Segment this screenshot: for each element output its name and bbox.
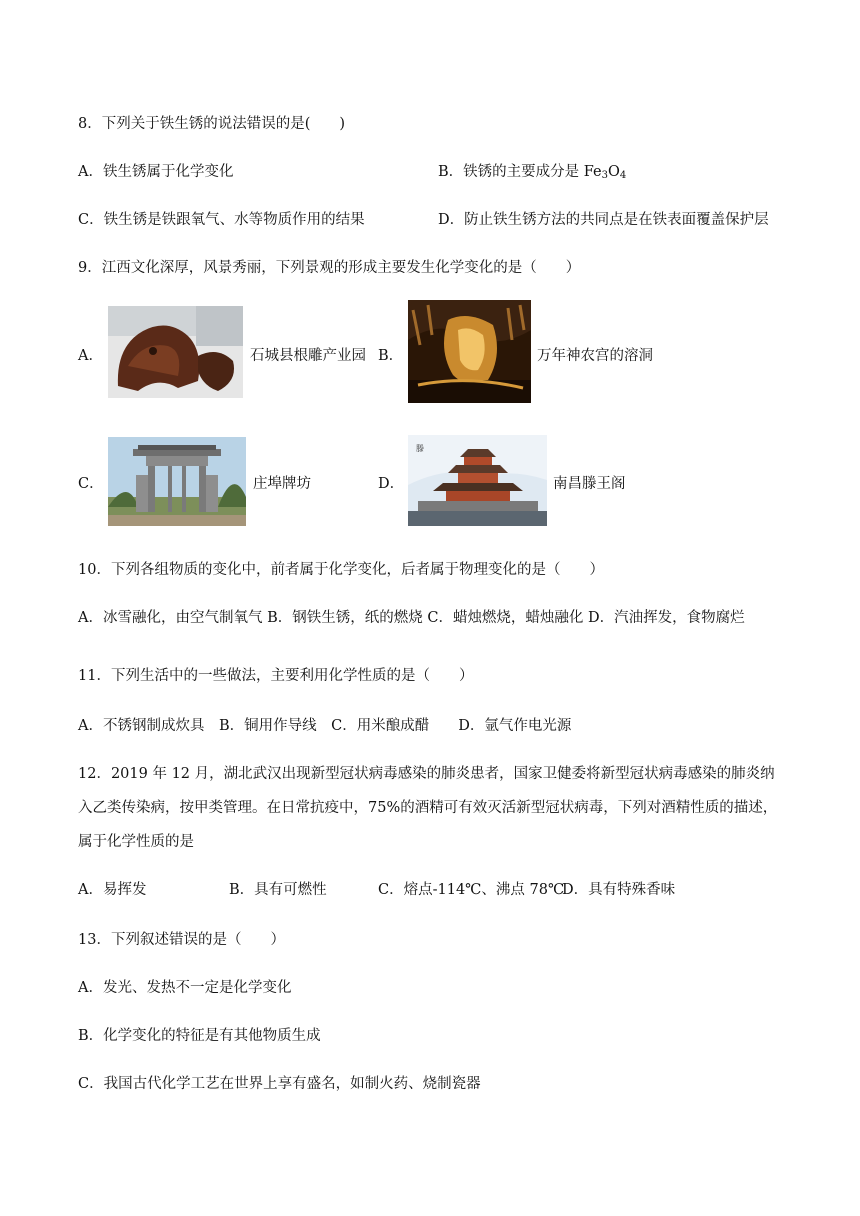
q9-option-d-text: 南昌滕王阁 <box>553 476 626 492</box>
q9-option-b-text: 万年神农宫的溶洞 <box>537 348 653 364</box>
q8-stem: 8．下列关于铁生锈的说法错误的是( ) <box>78 116 346 132</box>
q8-option-a: A．铁生锈属于化学变化 <box>78 164 234 180</box>
q12-option-d: D．具有特殊香味 <box>562 882 676 898</box>
q13-option-c: C．我国古代化学工艺在世界上享有盛名，如制火药、烧制瓷器 <box>78 1076 481 1092</box>
q8-option-b: B．铁锈的主要成分是 $Fe_3O_4$ <box>438 164 627 181</box>
q12-option-b: B．具有可燃性 <box>229 882 327 898</box>
q10-stem: 10．下列各组物质的变化中，前者属于化学变化，后者属于物理变化的是（ ） <box>78 562 604 578</box>
q9-option-a-text: 石城县根雕产业园 <box>250 348 366 364</box>
q9-option-c-text: 庄埠牌坊 <box>253 476 311 492</box>
q13-stem: 13．下列叙述错误的是（ ） <box>78 932 285 948</box>
q12-option-c: C．熔点-114℃、沸点 78℃ <box>378 882 565 898</box>
q9-option-b-letter: B． <box>378 348 404 364</box>
q8-option-d: D．防止铁生锈方法的共同点是在铁表面覆盖保护层 <box>438 212 769 228</box>
q9-option-c-letter: C． <box>78 476 104 492</box>
q10-options: A．冰雪融化，由空气制氧气 B．钢铁生锈，纸的燃烧 C．蜡烛燃烧，蜡烛融化 D．汽油挥发，食物腐烂 <box>78 610 745 626</box>
q9-option-d-letter: D． <box>378 476 405 492</box>
svg-text:滕: 滕 <box>416 444 424 453</box>
q9-stem: 9．江西文化深厚，风景秀丽，下列景观的形成主要发生化学变化的是（ ） <box>78 260 581 276</box>
q12-stem-line2: 入乙类传染病，按甲类管理。在日常抗疫中，75%的酒精可有效灭活新型冠状病毒，下列对酒精性质的描述， <box>78 800 778 816</box>
root-carving-image <box>108 306 243 398</box>
q11-options: A．不锈钢制成炊具 B．铜用作导线 C．用米酿成醋 D．氩气作电光源 <box>78 718 572 734</box>
q8-option-c: C．铁生锈是铁跟氧气、水等物质作用的结果 <box>78 212 365 228</box>
q13-option-a: A．发光、发热不一定是化学变化 <box>78 980 292 996</box>
karst-cave-image <box>408 300 531 403</box>
q9-option-a-letter: A． <box>78 348 103 364</box>
q13-option-b: B．化学变化的特征是有其他物质生成 <box>78 1028 321 1044</box>
memorial-archway-image <box>108 437 246 526</box>
tengwang-pavilion-image <box>408 435 547 526</box>
q12-option-a: A．易挥发 <box>78 882 147 898</box>
q12-stem-line3: 属于化学性质的是 <box>78 834 194 850</box>
q12-stem-line1: 12．2019 年 12 月，湖北武汉出现新型冠状病毒感染的肺炎患者，国家卫健委将新型冠状病毒感染的肺炎纳 <box>78 766 775 782</box>
q11-stem: 11．下列生活中的一些做法，主要利用化学性质的是（ ） <box>78 668 474 684</box>
